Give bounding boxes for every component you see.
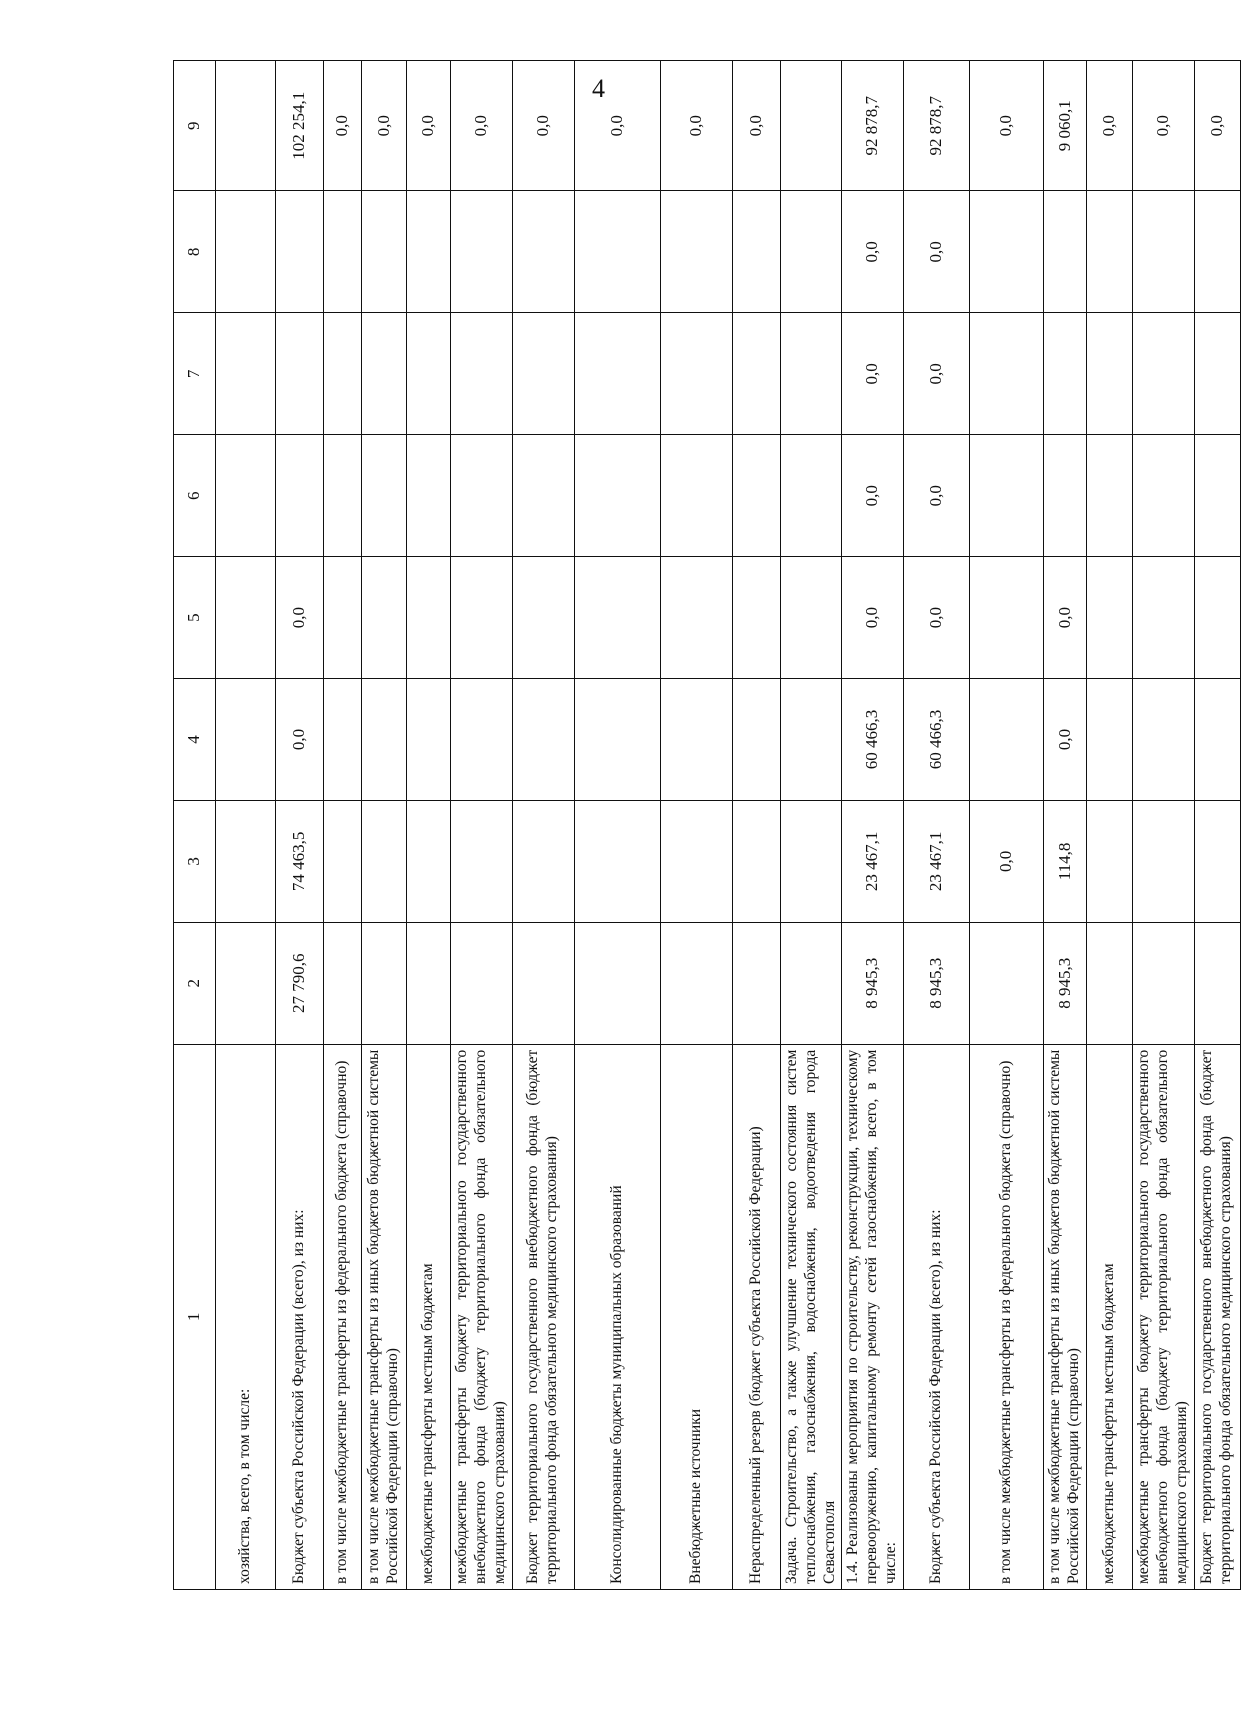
row-label: в том числе межбюджетные трансферты из иных бюджетов бюджетной системы Российской Федерации (справочно) <box>1044 1044 1087 1589</box>
value-cell <box>1132 313 1194 435</box>
value-cell <box>1194 922 1240 1044</box>
value-cell <box>574 800 660 922</box>
value-cell <box>1086 557 1132 679</box>
row-label: Бюджет субъекта Российской Федерации (всего), из них: <box>276 1044 324 1589</box>
value-cell: 9 060,1 <box>1044 61 1087 191</box>
row-label: в том числе межбюджетные трансферты из федерального бюджета (справочно) <box>970 1044 1044 1589</box>
column-header: 7 <box>174 313 216 435</box>
value-cell <box>780 435 842 557</box>
table-row <box>780 61 842 1590</box>
value-cell <box>512 557 574 679</box>
value-cell <box>780 191 842 313</box>
value-cell: 0,0 <box>970 800 1044 922</box>
value-cell <box>216 435 276 557</box>
value-cell <box>362 922 407 1044</box>
value-cell <box>362 800 407 922</box>
value-cell <box>451 557 513 679</box>
value-cell <box>407 191 451 313</box>
value-cell <box>574 191 660 313</box>
value-cell <box>216 191 276 313</box>
value-cell <box>512 922 574 1044</box>
value-cell <box>1132 922 1194 1044</box>
value-cell <box>1194 435 1240 557</box>
value-cell <box>276 435 324 557</box>
value-cell <box>451 435 513 557</box>
value-cell <box>407 557 451 679</box>
table-row <box>512 61 574 1590</box>
row-label: межбюджетные трансферты местным бюджетам <box>407 1044 451 1589</box>
value-cell <box>324 922 362 1044</box>
value-cell <box>324 313 362 435</box>
value-cell <box>1132 191 1194 313</box>
value-cell: 27 790,6 <box>276 922 324 1044</box>
table-row <box>1086 61 1132 1590</box>
row-label: межбюджетные трансферты бюджету территориального государственного внебюджетного фонда (бюджету территориального фонда обязательного медицинского страхования) <box>1132 1044 1194 1589</box>
value-cell: 0,0 <box>842 435 904 557</box>
row-label: межбюджетные трансферты местным бюджетам <box>1086 1044 1132 1589</box>
value-cell <box>407 922 451 1044</box>
table-row <box>362 61 407 1590</box>
value-cell <box>574 679 660 801</box>
column-header: 1 <box>174 1044 216 1589</box>
row-label: Задача. Строительство, а также улучшение технического состояния систем теплоснабжения, газоснабжения, водоснабжения, водоотведения города Севастополя <box>780 1044 842 1589</box>
value-cell <box>780 800 842 922</box>
value-cell: 0,0 <box>732 61 780 191</box>
value-cell <box>1132 679 1194 801</box>
value-cell <box>1044 191 1087 313</box>
value-cell <box>660 557 732 679</box>
value-cell <box>732 679 780 801</box>
value-cell <box>451 191 513 313</box>
table-row <box>276 61 324 1590</box>
value-cell: 8 945,3 <box>1044 922 1087 1044</box>
table-row <box>1044 61 1087 1590</box>
value-cell <box>407 679 451 801</box>
column-header: 8 <box>174 191 216 313</box>
table-row <box>324 61 362 1590</box>
value-cell <box>732 922 780 1044</box>
value-cell: 74 463,5 <box>276 800 324 922</box>
value-cell: 60 466,3 <box>904 679 970 801</box>
row-label: 1.4. Реализованы мероприятия по строительству, реконструкции, техническому перевооружению, капитальному ремонту сетей газоснабжения, всего, в том числе: <box>842 1044 904 1589</box>
value-cell <box>324 191 362 313</box>
value-cell <box>451 313 513 435</box>
value-cell: 0,0 <box>842 557 904 679</box>
value-cell <box>970 435 1044 557</box>
value-cell: 0,0 <box>574 61 660 191</box>
row-label: хозяйства, всего, в том числе: <box>216 1044 276 1589</box>
value-cell <box>732 313 780 435</box>
table-row <box>1194 61 1240 1590</box>
column-header: 4 <box>174 679 216 801</box>
table-row <box>407 61 451 1590</box>
value-cell <box>324 679 362 801</box>
row-label: Консолидированные бюджеты муниципальных образований <box>574 1044 660 1589</box>
value-cell <box>451 679 513 801</box>
table-row <box>1132 61 1194 1590</box>
value-cell <box>1086 313 1132 435</box>
value-cell <box>970 679 1044 801</box>
row-label: Бюджет территориального государственного внебюджетного фонда (бюджет территориального фонда обязательного медицинского страхования) <box>1194 1044 1240 1589</box>
value-cell <box>970 191 1044 313</box>
value-cell: 23 467,1 <box>904 800 970 922</box>
value-cell <box>1086 435 1132 557</box>
value-cell <box>1194 191 1240 313</box>
value-cell: 0,0 <box>904 557 970 679</box>
rotated-table-container <box>173 60 1235 1590</box>
value-cell: 0,0 <box>1044 557 1087 679</box>
value-cell <box>1132 800 1194 922</box>
value-cell <box>362 557 407 679</box>
value-cell: 0,0 <box>276 557 324 679</box>
value-cell: 92 878,7 <box>842 61 904 191</box>
value-cell <box>574 922 660 1044</box>
value-cell <box>451 922 513 1044</box>
value-cell <box>732 800 780 922</box>
row-label: в том числе межбюджетные трансферты из иных бюджетов бюджетной системы Российской Федерации (справочно) <box>362 1044 407 1589</box>
value-cell <box>216 313 276 435</box>
header-row <box>174 61 216 1590</box>
value-cell <box>574 313 660 435</box>
value-cell <box>660 922 732 1044</box>
value-cell <box>970 313 1044 435</box>
value-cell: 92 878,7 <box>904 61 970 191</box>
value-cell: 8 945,3 <box>842 922 904 1044</box>
value-cell <box>451 800 513 922</box>
row-label: Внебюджетные источники <box>660 1044 732 1589</box>
value-cell: 0,0 <box>904 191 970 313</box>
value-cell <box>1086 800 1132 922</box>
value-cell <box>780 922 842 1044</box>
value-cell <box>407 435 451 557</box>
value-cell <box>362 679 407 801</box>
row-label: Бюджет субъекта Российской Федерации (всего), из них: <box>904 1044 970 1589</box>
value-cell: 0,0 <box>324 61 362 191</box>
value-cell: 114,8 <box>1044 800 1087 922</box>
value-cell: 60 466,3 <box>842 679 904 801</box>
value-cell <box>1132 435 1194 557</box>
value-cell: 0,0 <box>276 679 324 801</box>
table-row <box>732 61 780 1590</box>
column-header: 2 <box>174 922 216 1044</box>
value-cell: 0,0 <box>362 61 407 191</box>
value-cell <box>970 922 1044 1044</box>
value-cell <box>660 435 732 557</box>
value-cell <box>732 435 780 557</box>
value-cell <box>362 435 407 557</box>
value-cell <box>407 800 451 922</box>
value-cell: 0,0 <box>842 191 904 313</box>
value-cell: 23 467,1 <box>842 800 904 922</box>
value-cell <box>1194 679 1240 801</box>
table-row <box>842 61 904 1590</box>
value-cell: 8 945,3 <box>904 922 970 1044</box>
table-row <box>451 61 513 1590</box>
value-cell: 0,0 <box>1194 61 1240 191</box>
value-cell <box>216 800 276 922</box>
value-cell <box>574 435 660 557</box>
value-cell <box>780 679 842 801</box>
value-cell <box>1086 191 1132 313</box>
table-row <box>904 61 970 1590</box>
value-cell <box>216 557 276 679</box>
value-cell <box>362 191 407 313</box>
value-cell <box>276 313 324 435</box>
value-cell <box>216 922 276 1044</box>
value-cell <box>1194 557 1240 679</box>
row-label: межбюджетные трансферты бюджету территориального государственного внебюджетного фонда (бюджету территориального фонда обязательного медицинского страхования) <box>451 1044 513 1589</box>
column-header: 9 <box>174 61 216 191</box>
value-cell: 0,0 <box>842 313 904 435</box>
value-cell <box>780 557 842 679</box>
value-cell <box>660 800 732 922</box>
value-cell: 0,0 <box>512 61 574 191</box>
table-row <box>574 61 660 1590</box>
value-cell <box>780 313 842 435</box>
column-header: 6 <box>174 435 216 557</box>
value-cell <box>512 313 574 435</box>
value-cell <box>660 679 732 801</box>
value-cell <box>324 800 362 922</box>
value-cell <box>1194 800 1240 922</box>
value-cell: 0,0 <box>660 61 732 191</box>
value-cell <box>970 557 1044 679</box>
value-cell <box>660 313 732 435</box>
column-header: 5 <box>174 557 216 679</box>
table-row <box>216 61 276 1590</box>
value-cell: 0,0 <box>904 435 970 557</box>
column-header: 3 <box>174 800 216 922</box>
value-cell <box>660 191 732 313</box>
value-cell <box>512 679 574 801</box>
value-cell <box>324 557 362 679</box>
value-cell: 0,0 <box>1044 679 1087 801</box>
value-cell <box>216 61 276 191</box>
value-cell: 0,0 <box>407 61 451 191</box>
row-label: в том числе межбюджетные трансферты из федерального бюджета (справочно) <box>324 1044 362 1589</box>
value-cell <box>407 313 451 435</box>
value-cell <box>1132 557 1194 679</box>
value-cell <box>1086 922 1132 1044</box>
value-cell <box>216 679 276 801</box>
table-row <box>970 61 1044 1590</box>
value-cell <box>1086 679 1132 801</box>
row-label: Бюджет территориального государственного внебюджетного фонда (бюджет территориального фонда обязательного медицинского страхования) <box>512 1044 574 1589</box>
value-cell: 0,0 <box>904 313 970 435</box>
value-cell <box>732 557 780 679</box>
value-cell <box>362 313 407 435</box>
page-number: 4 <box>592 74 605 103</box>
table-body <box>174 61 1241 1590</box>
row-label: Нераспределенный резерв (бюджет субъекта Российской Федерации) <box>732 1044 780 1589</box>
value-cell: 0,0 <box>1132 61 1194 191</box>
value-cell: 0,0 <box>1086 61 1132 191</box>
value-cell <box>512 435 574 557</box>
table-row <box>660 61 732 1590</box>
budget-table <box>173 60 1241 1590</box>
value-cell <box>324 435 362 557</box>
value-cell <box>1044 313 1087 435</box>
value-cell: 0,0 <box>451 61 513 191</box>
value-cell <box>574 557 660 679</box>
value-cell <box>512 191 574 313</box>
value-cell: 0,0 <box>970 61 1044 191</box>
value-cell <box>780 61 842 191</box>
value-cell <box>512 800 574 922</box>
value-cell <box>1044 435 1087 557</box>
value-cell: 102 254,1 <box>276 61 324 191</box>
value-cell <box>732 191 780 313</box>
value-cell <box>276 191 324 313</box>
value-cell <box>1194 313 1240 435</box>
